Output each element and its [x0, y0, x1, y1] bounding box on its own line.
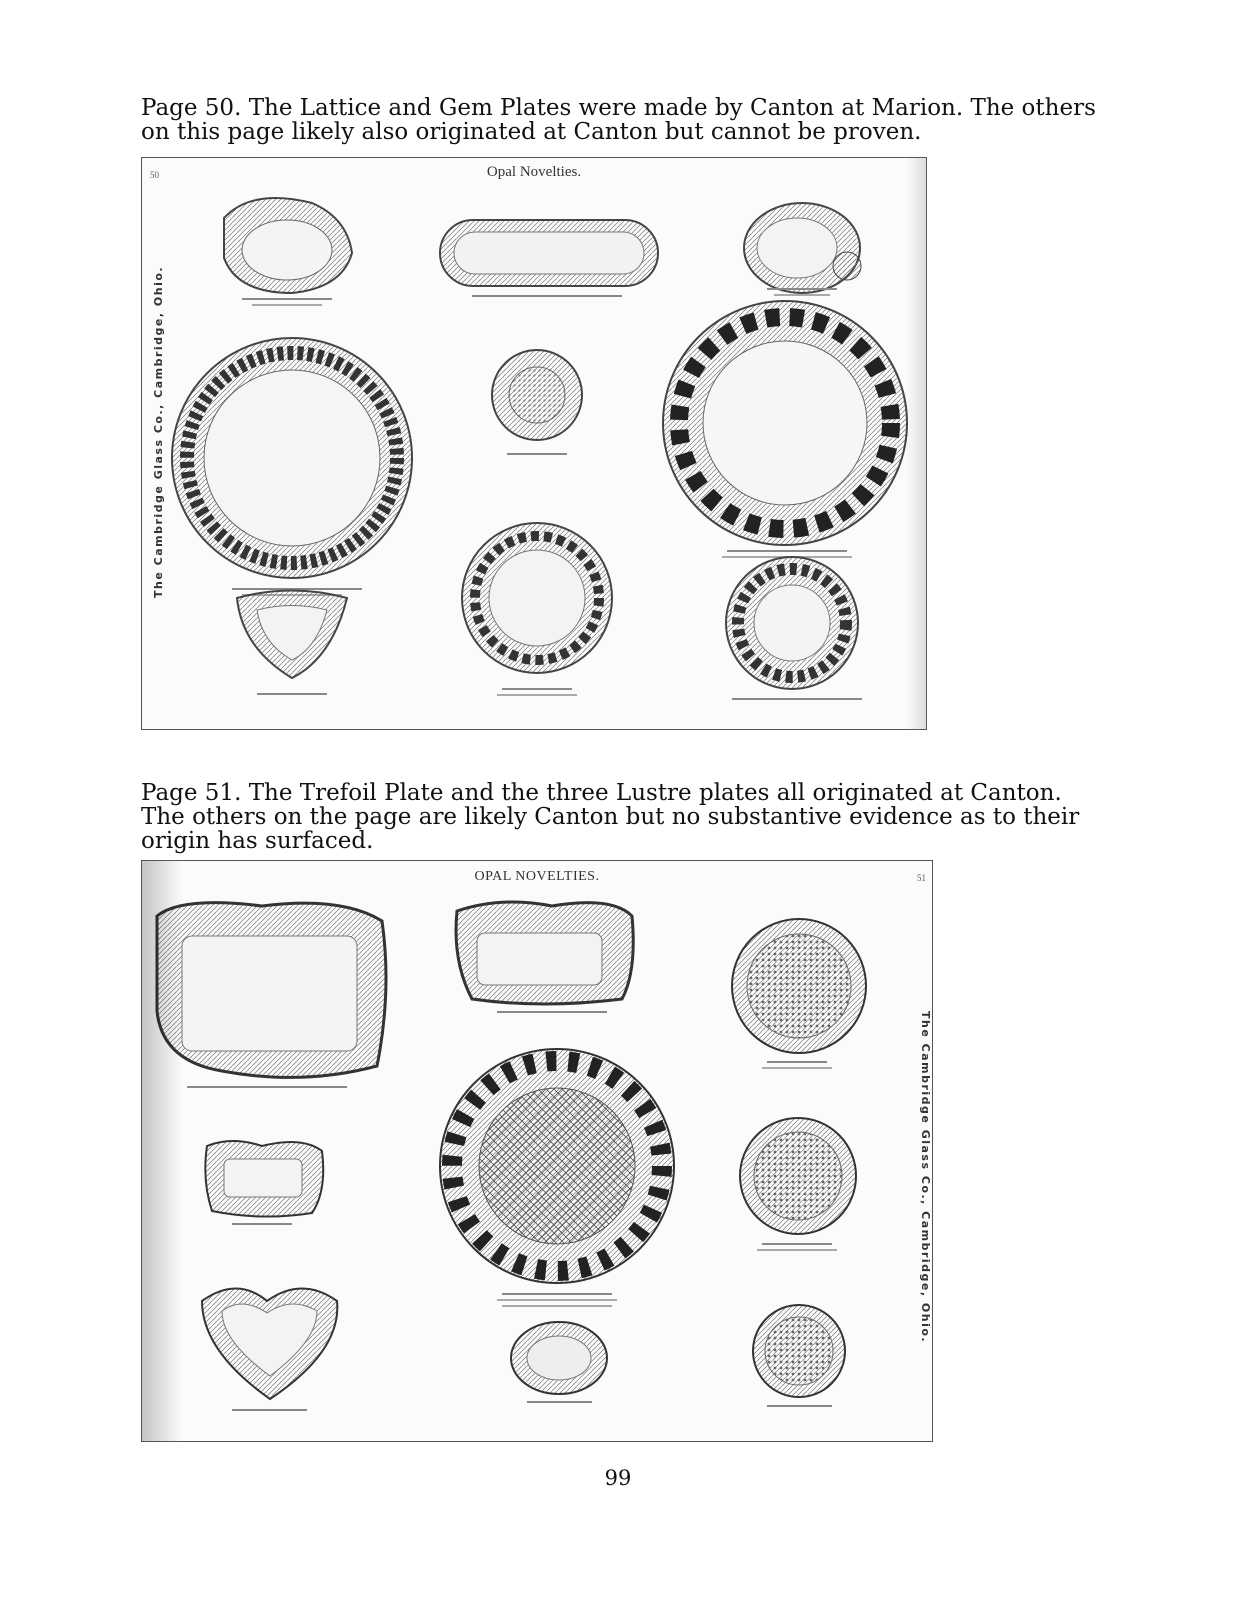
page-number: 99 [604, 1466, 632, 1490]
scan-page-number: 50 [150, 170, 159, 180]
scan-shadow [906, 158, 926, 729]
lustre-plate-illustration [740, 1118, 856, 1251]
brush-comb-tray-illustration [157, 903, 386, 1088]
small-plate-illustration [492, 350, 582, 455]
pin-tray-illustration [456, 902, 633, 1013]
scan-title: Opal Novelties. [486, 164, 582, 180]
pin-tray-illustration [224, 198, 352, 306]
pin-tray-illustration [511, 1322, 607, 1403]
scan-side-text: The Cambridge Glass Co., Cambridge, Ohio. [152, 265, 165, 598]
pin-tray-illustration [205, 1141, 323, 1225]
pin-tray-illustration [744, 203, 861, 296]
catalog-illustrations [142, 158, 926, 729]
plate-illustration [726, 557, 862, 700]
pin-tray-illustration [237, 591, 347, 696]
lattice-plate-illustration [172, 338, 412, 596]
scan-side-text: The Cambridge Glass Co., Cambridge, Ohio. [919, 1011, 932, 1344]
caption-page-51: Page 51. The Trefoil Plate and the three Lustre plates all originated at Canton. The others on the page are likely Canton but no substantive evidence as to their origin has surfaced. [141, 780, 1080, 854]
caption-page-50: Page 50. The Lattice and Gem Plates were made by Canton at Marion. The others on this page likely also originated at Canton but cannot be proven. [141, 95, 1096, 145]
lustre-plate-illustration [753, 1305, 845, 1407]
oval-tray-illustration [440, 220, 658, 297]
pin-tray-illustration [202, 1289, 337, 1412]
trefoil-plate-illustration [440, 1049, 674, 1307]
scan-title: OPAL NOVELTIES. [474, 869, 600, 884]
plate-illustration [462, 523, 612, 696]
catalog-scan-page-50 [141, 157, 927, 730]
scan-page-number: 51 [917, 873, 926, 883]
scan-shadow [142, 861, 182, 1441]
lustre-plate-illustration [732, 919, 866, 1069]
catalog-scan-page-51 [141, 860, 933, 1442]
gem-plate-illustration [663, 301, 907, 558]
catalog-illustrations [142, 861, 932, 1441]
